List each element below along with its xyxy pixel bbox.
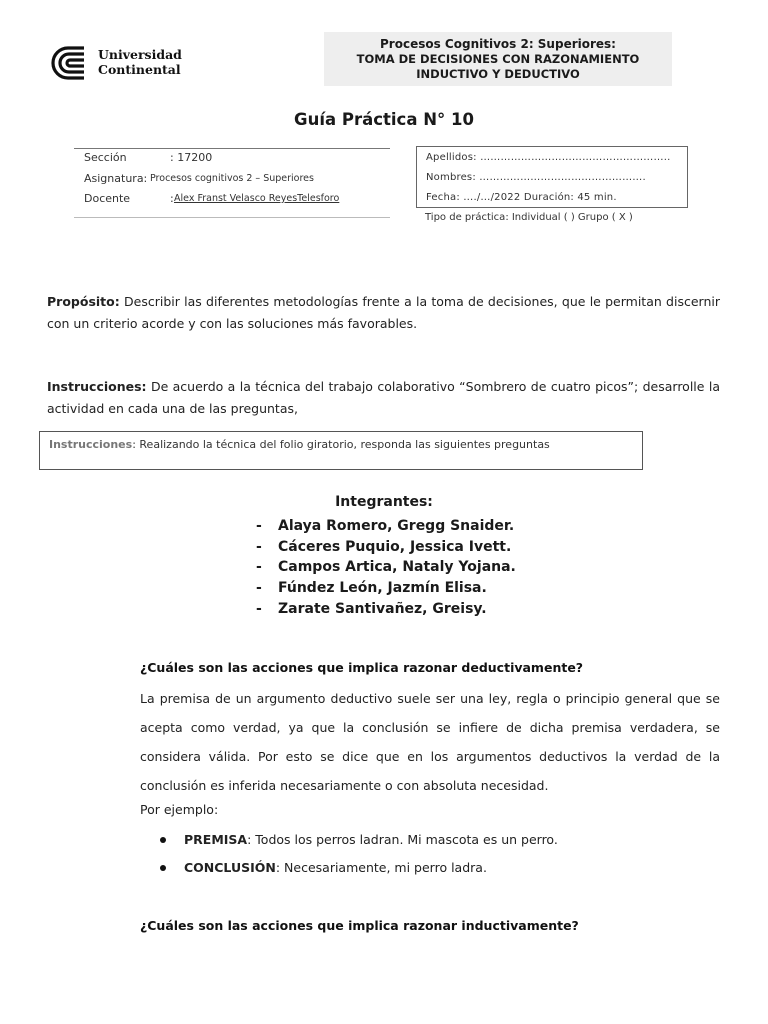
- asignatura-label: Asignatura:: [84, 172, 148, 185]
- university-logo: [48, 44, 188, 84]
- asignatura-value: Procesos cognitivos 2 – Superiores: [150, 173, 314, 184]
- instrucciones-label: Instrucciones:: [47, 379, 147, 394]
- student-info-box: [416, 146, 688, 208]
- bullet-text: : Todos los perros ladran. Mi mascota es un perro.: [247, 832, 558, 847]
- instrucciones-text: De acuerdo a la técnica del trabajo colaborativo “Sombrero de cuatro picos”; desarrolle la actividad en cada una de las preguntas,: [47, 379, 720, 416]
- instructions-box: [39, 431, 643, 470]
- instbox-text: : Realizando la técnica del folio giratorio, responda las siguientes preguntas: [132, 438, 550, 451]
- course-title-box: [324, 32, 672, 86]
- fecha-field: Fecha: …./…/2022 Duración: 45 min.: [426, 192, 617, 203]
- member-name: Campos Artica, Nataly Yojana.: [278, 559, 516, 576]
- list-item: [256, 537, 516, 558]
- docente-label: Docente: [84, 192, 131, 205]
- seccion-value: : 17200: [170, 151, 213, 164]
- bullet-text: : Necesariamente, mi perro ladra.: [275, 860, 487, 875]
- list-item: [256, 578, 516, 599]
- instbox-label: Instrucciones: [49, 438, 133, 451]
- course-info-table: [74, 148, 390, 218]
- docente-row: [84, 192, 340, 205]
- dash-bullet: -: [256, 518, 262, 534]
- answer-1: La premisa de un argumento deductivo suele ser una ley, regla o principio general que se acepta como verdad, ya que la conclusión se infiere de dicha premisa verdadera, se considera válida. Por esto se dice que en los argumentos deductivos la verdad de la conclusión es inferida necesariamente o con absoluta necesidad.: [140, 691, 720, 793]
- bullet-label: CONCLUSIÓN: [184, 860, 276, 875]
- docente-colon: :: [170, 192, 174, 205]
- list-item: [256, 599, 516, 620]
- dash-bullet: -: [256, 580, 262, 597]
- page-title: Guía Práctica N° 10: [294, 110, 474, 129]
- course-title-line-1: Procesos Cognitivos 2: Superiores:: [380, 37, 616, 51]
- seccion-row: [84, 151, 213, 164]
- member-name: Zarate Santivañez, Greisy.: [278, 600, 487, 617]
- dash-bullet: -: [256, 559, 262, 576]
- member-name: Cáceres Puquio, Jessica Ivett.: [278, 538, 512, 555]
- instrucciones-paragraph: [47, 376, 720, 420]
- proposito-label: Propósito:: [47, 294, 120, 309]
- bullet-dot-icon: [160, 837, 166, 843]
- bullet-dot-icon: [160, 865, 166, 871]
- logo-text: [98, 47, 182, 77]
- asignatura-row: [84, 172, 314, 185]
- docente-value: Alex Franst Velasco ReyesTelesforo: [174, 193, 340, 204]
- nombres-field: Nombres: ………………………………………….: [426, 172, 646, 183]
- list-item: [256, 557, 516, 578]
- integrantes-title: Integrantes:: [335, 494, 433, 510]
- bullet-conclusion: [160, 860, 487, 875]
- course-title-line-2: TOMA DE DECISIONES CON RAZONAMIENTO: [356, 52, 640, 66]
- dash-bullet: -: [256, 600, 262, 617]
- apellidos-field: Apellidos: ………………………………………………..: [426, 152, 671, 163]
- bullet-label: PREMISA: [184, 832, 248, 847]
- member-name: Alaya Romero, Gregg Snaider.: [278, 518, 515, 534]
- question-2: ¿Cuáles son las acciones que implica razonar inductivamente?: [140, 918, 579, 933]
- list-item: [256, 516, 516, 537]
- question-1: ¿Cuáles son las acciones que implica razonar deductivamente?: [140, 660, 584, 675]
- dash-bullet: -: [256, 538, 262, 555]
- proposito-paragraph: [47, 291, 720, 335]
- bullet-premisa: [160, 832, 558, 847]
- university-logo-icon: [48, 46, 88, 80]
- proposito-text: Describir las diferentes metodologías frente a la toma de decisiones, que le permitan discernir con un criterio acorde y con las soluciones más favorables.: [47, 294, 720, 331]
- por-ejemplo: Por ejemplo:: [140, 802, 219, 817]
- course-title-line-3: INDUCTIVO Y DEDUCTIVO: [416, 67, 580, 81]
- seccion-label: Sección: [84, 151, 127, 164]
- logo-line-1: Universidad: [98, 47, 182, 62]
- member-name: Fúndez León, Jazmín Elisa.: [278, 580, 487, 597]
- integrantes-list: [256, 516, 516, 620]
- tipo-practica: Tipo de práctica: Individual ( ) Grupo ( X ): [425, 212, 633, 223]
- logo-line-2: Continental: [98, 62, 181, 77]
